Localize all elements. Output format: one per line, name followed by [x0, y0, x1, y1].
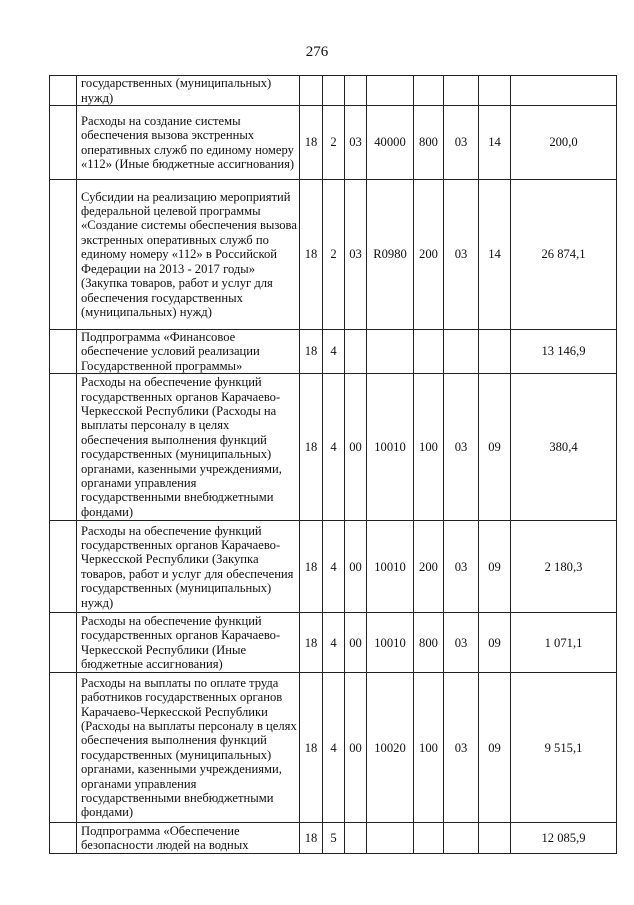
amount-cell: 13 146,9 [511, 330, 617, 374]
row-number-cell [50, 521, 77, 613]
budget-code-subprogram [345, 76, 367, 106]
budget-code-direction: R0980 [367, 180, 414, 330]
budget-code-subsection [479, 330, 511, 374]
row-number-cell [50, 106, 77, 180]
budget-code-subsection [479, 76, 511, 106]
budget-code-direction: 10010 [367, 521, 414, 613]
budget-code-subprogram [345, 823, 367, 854]
budget-code-expense-type: 800 [414, 613, 444, 673]
budget-code-subsection: 09 [479, 521, 511, 613]
amount-cell: 9 515,1 [511, 673, 617, 823]
budget-code-section: 03 [444, 374, 479, 521]
amount-cell: 26 874,1 [511, 180, 617, 330]
budget-code-subsection: 14 [479, 106, 511, 180]
budget-code-admin: 18 [300, 521, 323, 613]
expense-name-cell: государственных (муниципальных) нужд) [77, 76, 300, 106]
budget-code-subprogram: 03 [345, 180, 367, 330]
amount-cell: 380,4 [511, 374, 617, 521]
budget-code-section: 03 [444, 521, 479, 613]
budget-code-admin: 18 [300, 613, 323, 673]
budget-code-admin: 18 [300, 180, 323, 330]
table-row [50, 823, 617, 854]
expense-name-cell: Подпрограмма «Финансовое обеспечение условий реализации Государственной программы» [77, 330, 300, 374]
budget-code-direction [367, 330, 414, 374]
budget-table [49, 75, 617, 854]
row-number-cell [50, 673, 77, 823]
expense-name-cell: Расходы на создание системы обеспечения вызова экстренных оперативных служб по единому номеру «112» (Иные бюджетные ассигнования) [77, 106, 300, 180]
budget-code-program: 4 [323, 330, 345, 374]
budget-code-program: 4 [323, 521, 345, 613]
budget-code-subprogram: 03 [345, 106, 367, 180]
budget-code-subprogram: 00 [345, 673, 367, 823]
table-row [50, 521, 617, 613]
budget-code-direction: 10020 [367, 673, 414, 823]
budget-code-subsection: 09 [479, 613, 511, 673]
expense-name-cell: Расходы на обеспечение функций государственных органов Карачаево-Черкесской Республики (Закупка товаров, работ и услуг для обеспечения государственных (муниципальных) нужд) [77, 521, 300, 613]
budget-code-expense-type: 100 [414, 673, 444, 823]
budget-code-expense-type: 200 [414, 180, 444, 330]
expense-name-cell: Подпрограмма «Обеспечение безопасности людей на водных [77, 823, 300, 854]
row-number-cell [50, 823, 77, 854]
budget-code-admin: 18 [300, 374, 323, 521]
budget-code-direction: 10010 [367, 374, 414, 521]
budget-code-subsection: 09 [479, 673, 511, 823]
budget-code-direction: 10010 [367, 613, 414, 673]
budget-code-admin: 18 [300, 330, 323, 374]
expense-name-cell: Расходы на выплаты по оплате труда работников государственных органов Карачаево-Черкесской Республики (Расходы на выплаты персоналу в целях обеспечения выполнения функций государственных (муниципальных) органами, казенными учреждениями, органами управления государственными внебюджетными фондами) [77, 673, 300, 823]
amount-cell: 12 085,9 [511, 823, 617, 854]
amount-cell: 1 071,1 [511, 613, 617, 673]
budget-code-expense-type: 800 [414, 106, 444, 180]
table-row [50, 180, 617, 330]
expense-name-cell: Расходы на обеспечение функций государственных органов Карачаево-Черкесской Республики (Иные бюджетные ассигнования) [77, 613, 300, 673]
budget-code-subprogram: 00 [345, 374, 367, 521]
budget-code-expense-type [414, 823, 444, 854]
budget-code-direction [367, 76, 414, 106]
table-row [50, 673, 617, 823]
budget-code-subprogram [345, 330, 367, 374]
table-row [50, 613, 617, 673]
budget-code-program: 5 [323, 823, 345, 854]
budget-code-section [444, 823, 479, 854]
budget-code-subsection [479, 823, 511, 854]
expense-name-cell: Субсидии на реализацию мероприятий федеральной целевой программы «Создание системы обеспечения вызова экстренных оперативных служб по единому номеру «112» в Российской Федерации на 2013 - 2017 годы» (Закупка товаров, работ и услуг для обеспечения государственных (муниципальных) нужд) [77, 180, 300, 330]
table-row [50, 374, 617, 521]
budget-code-section: 03 [444, 180, 479, 330]
row-number-cell [50, 180, 77, 330]
budget-code-section: 03 [444, 673, 479, 823]
expense-name-cell: Расходы на обеспечение функций государственных органов Карачаево-Черкесской Республики (Расходы на выплаты персоналу в целях обеспечения выполнения функций государственных (муниципальных) органами, казенными учреждениями, органами управления государственными внебюджетными фондами) [77, 374, 300, 521]
budget-code-expense-type: 200 [414, 521, 444, 613]
budget-code-subsection: 09 [479, 374, 511, 521]
budget-code-program: 4 [323, 673, 345, 823]
budget-code-direction: 40000 [367, 106, 414, 180]
amount-cell: 200,0 [511, 106, 617, 180]
budget-code-program: 4 [323, 374, 345, 521]
budget-code-subprogram: 00 [345, 521, 367, 613]
budget-code-program [323, 76, 345, 106]
budget-code-program: 2 [323, 106, 345, 180]
budget-code-section [444, 76, 479, 106]
row-number-cell [50, 330, 77, 374]
amount-cell: 2 180,3 [511, 521, 617, 613]
table-row [50, 76, 617, 106]
budget-code-section [444, 330, 479, 374]
budget-code-program: 2 [323, 180, 345, 330]
budget-code-program: 4 [323, 613, 345, 673]
budget-code-admin: 18 [300, 823, 323, 854]
budget-code-expense-type [414, 330, 444, 374]
budget-code-expense-type [414, 76, 444, 106]
budget-code-subprogram: 00 [345, 613, 367, 673]
budget-code-section: 03 [444, 106, 479, 180]
budget-code-admin: 18 [300, 673, 323, 823]
table-row [50, 330, 617, 374]
amount-cell [511, 76, 617, 106]
page-number: 276 [305, 44, 329, 60]
row-number-cell [50, 374, 77, 521]
budget-code-subsection: 14 [479, 180, 511, 330]
row-number-cell [50, 76, 77, 106]
budget-code-expense-type: 100 [414, 374, 444, 521]
row-number-cell [50, 613, 77, 673]
table-row [50, 106, 617, 180]
budget-code-admin: 18 [300, 106, 323, 180]
budget-code-direction [367, 823, 414, 854]
budget-code-admin [300, 76, 323, 106]
budget-code-section: 03 [444, 613, 479, 673]
